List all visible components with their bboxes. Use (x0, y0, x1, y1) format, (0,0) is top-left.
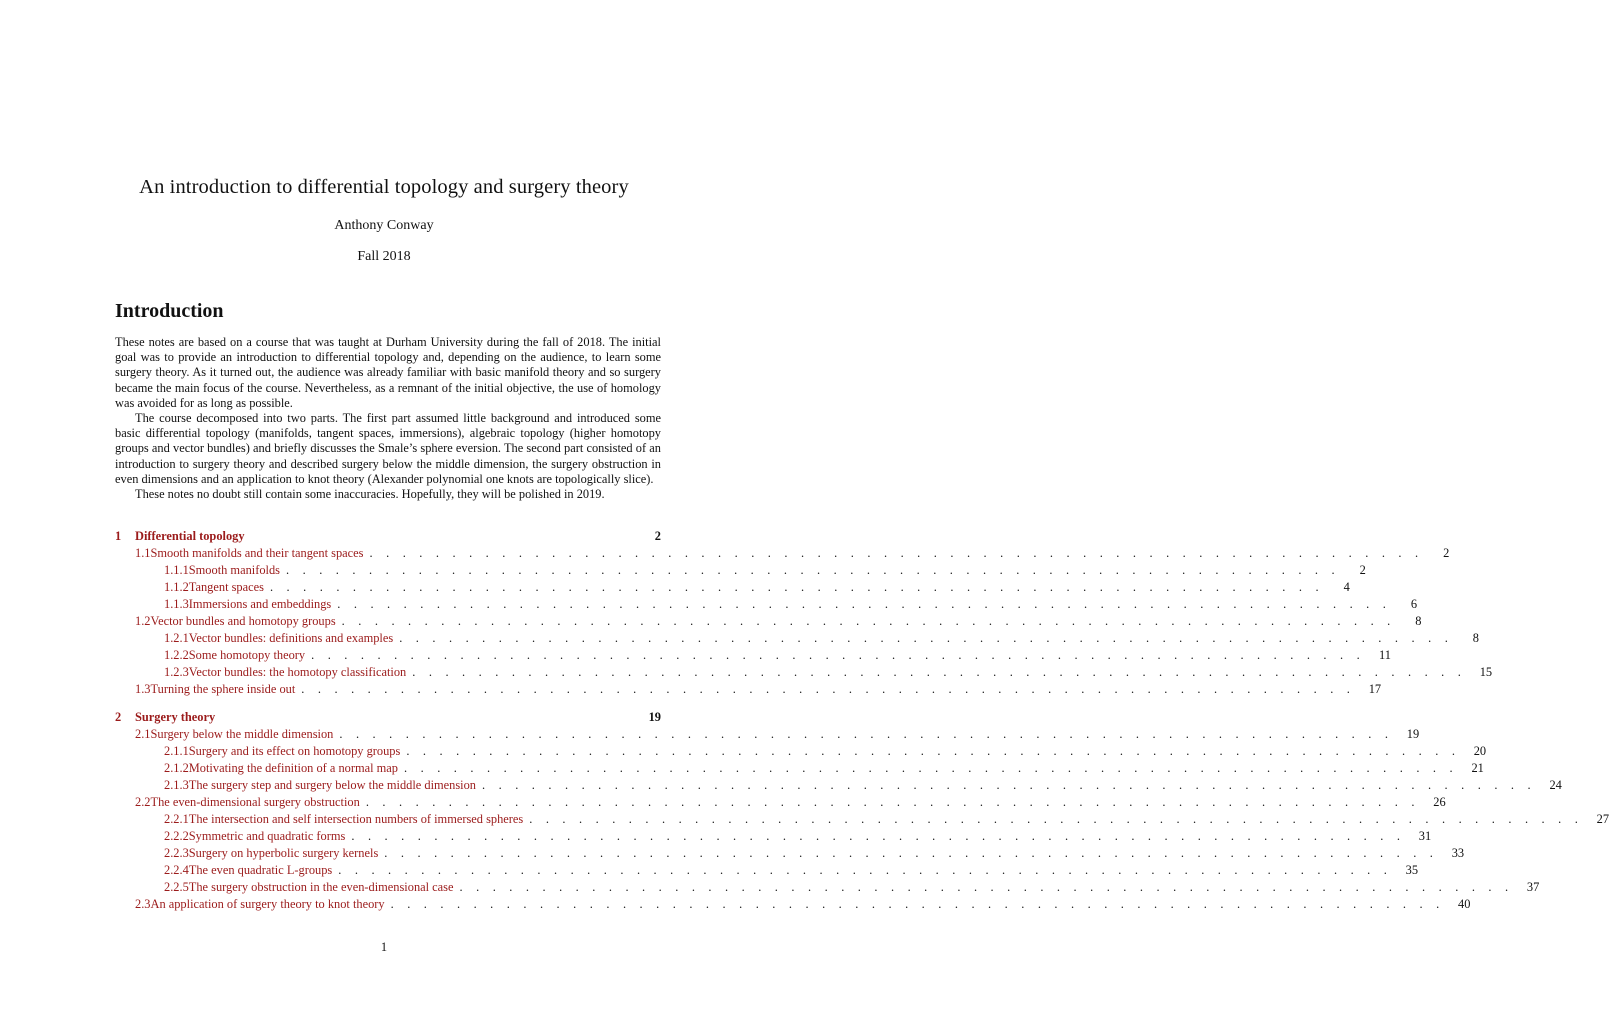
toc-page-number: 20 (1473, 744, 1487, 758)
toc-leader-dots: . . . . . . . . . . . . . . . . . . . . . . . . . . . . . . . . . . . . . . . . . . . . . . . . . . . . . . . . . . . . . . . . (286, 563, 1340, 577)
toc-subsubsection-entry[interactable] (115, 828, 1432, 845)
introduction-heading: Introduction (115, 300, 224, 322)
toc-entry-link[interactable]: The surgery obstruction in the even-dimensional case (188, 880, 454, 894)
toc-entry-link[interactable]: Vector bundles: the homotopy classification (188, 665, 407, 679)
toc-page-number: 33 (1451, 846, 1465, 860)
toc-entry-number[interactable]: 1.1.1 (164, 563, 189, 577)
toc-leader-dots: . . . . . . . . . . . . . . . . . . . . . . . . . . . . . . . . . . . . . . . . . . . . . . . . . . . . . . . . . . . . . . . . (529, 812, 1584, 826)
toc-leader-dots: . . . . . . . . . . . . . . . . . . . . . . . . . . . . . . . . . . . . . . . . . . . . . . . . . . . . . . . . . . . . . . . . (369, 546, 1424, 560)
toc-entry-link[interactable]: Smooth manifolds and their tangent spaces (150, 546, 364, 560)
toc-leader-dots: . . . . . . . . . . . . . . . . . . . . . . . . . . . . . . . . . . . . . . . . . . . . . . . . . . . . . . . . . . . . . . . . (311, 648, 1365, 662)
toc-section-entry[interactable] (115, 709, 661, 726)
toc-entry-link[interactable]: Surgery on hyperbolic surgery kernels (188, 846, 379, 860)
toc-entry-number[interactable]: 2.3 (135, 897, 151, 911)
toc-entry-link[interactable]: An application of surgery theory to knot theory (150, 897, 385, 911)
toc-subsubsection-entry[interactable] (115, 562, 1366, 579)
toc-subsubsection-entry[interactable] (115, 879, 1540, 896)
toc-entry-number[interactable]: 2.1.3 (164, 778, 189, 792)
toc-page-number: 27 (1596, 812, 1609, 826)
toc-entry-number[interactable]: 2.2.5 (164, 880, 189, 894)
intro-paragraph: These notes no doubt still contain some inaccuracies. Hopefully, they will be polished in 2019. (135, 487, 605, 502)
toc-entry-link[interactable]: Smooth manifolds (188, 563, 280, 577)
toc-subsubsection-entry[interactable] (115, 777, 1562, 794)
toc-page-number: 19 (648, 710, 661, 724)
toc-subsubsection-entry[interactable] (115, 630, 1479, 647)
toc-page-number: 6 (1410, 597, 1418, 611)
toc-leader-dots: . . . . . . . . . . . . . . . . . . . . . . . . . . . . . . . . . . . . . . . . . . . . . . . . . . . . . . . . . . . . . . . . (337, 597, 1392, 611)
toc-section-entry[interactable] (115, 528, 661, 545)
toc-subsubsection-entry[interactable] (115, 579, 1350, 596)
toc-entry-number[interactable]: 2.1.1 (164, 744, 189, 758)
toc-entry-number[interactable]: 2.2.1 (164, 812, 189, 826)
toc-page-number: 21 (1471, 761, 1484, 775)
toc-page-number: 15 (1479, 665, 1493, 679)
toc-leader-dots: . . . . . . . . . . . . . . . . . . . . . . . . . . . . . . . . . . . . . . . . . . . . . . . . . . . . . . . . . . . . . . . . (384, 846, 1439, 860)
toc-leader-dots: . . . . . . . . . . . . . . . . . . . . . . . . . . . . . . . . . . . . . . . . . . . . . . . . . . . . . . . . . . . . . . . . (301, 682, 1356, 696)
toc-entry-link[interactable]: Vector bundles and homotopy groups (150, 614, 336, 628)
toc-leader-dots: . . . . . . . . . . . . . . . . . . . . . . . . . . . . . . . . . . . . . . . . . . . . . . . . . . . . . . . . . . . . . . . . (404, 761, 1458, 775)
toc-page-number: 24 (1549, 778, 1562, 792)
toc-entry-number[interactable]: 2.2.3 (164, 846, 189, 860)
toc-entry-number[interactable]: 2 (115, 710, 122, 724)
toc-entry-number[interactable]: 2.2.4 (164, 863, 189, 877)
toc-subsection-entry[interactable] (115, 613, 1422, 630)
table-of-contents (115, 528, 1609, 913)
toc-subsection-entry[interactable] (115, 794, 1446, 811)
toc-entry-link[interactable]: Surgery theory (135, 710, 216, 724)
toc-subsection-entry[interactable] (115, 726, 1420, 743)
toc-entry-number[interactable]: 1.1.2 (164, 580, 189, 594)
toc-leader-dots: . . . . . . . . . . . . . . . . . . . . . . . . . . . . . . . . . . . . . . . . . . . . . . . . . . . . . . . . . . . . . . . . (482, 778, 1536, 792)
document-title: An introduction to differential topology and surgery theory (139, 176, 629, 198)
toc-entry-number[interactable]: 1 (115, 529, 122, 543)
toc-subsubsection-entry[interactable] (115, 664, 1493, 681)
toc-page-number: 37 (1526, 880, 1540, 894)
document-date: Fall 2018 (357, 249, 411, 264)
toc-entry-link[interactable]: Vector bundles: definitions and examples (188, 631, 394, 645)
toc-leader-dots: . . . . . . . . . . . . . . . . . . . . . . . . . . . . . . . . . . . . . . . . . . . . . . . . . . . . . . . . . . . . . . . . (341, 614, 1396, 628)
toc-entry-link[interactable]: Tangent spaces (188, 580, 264, 594)
toc-entry-link[interactable]: Immersions and embeddings (188, 597, 332, 611)
toc-leader-dots: . . . . . . . . . . . . . . . . . . . . . . . . . . . . . . . . . . . . . . . . . . . . . . . . . . . . . . . . . . . . . . . . (339, 727, 1394, 741)
toc-page-number: 19 (1406, 727, 1420, 741)
toc-page-number: 2 (1443, 546, 1450, 560)
toc-page-number: 2 (1359, 563, 1366, 577)
toc-page-number: 31 (1418, 829, 1432, 843)
toc-page-number: 17 (1368, 682, 1382, 696)
toc-subsubsection-entry[interactable] (115, 845, 1465, 862)
toc-subsubsection-entry[interactable] (115, 647, 1391, 664)
toc-entry-number[interactable]: 1.3 (135, 682, 151, 696)
toc-leader-dots: . . . . . . . . . . . . . . . . . . . . . . . . . . . . . . . . . . . . . . . . . . . . . . . . . . . . . . . . . . . . . . . . (269, 580, 1324, 594)
toc-entry-number[interactable]: 1.2.3 (164, 665, 189, 679)
toc-leader-dots: . . . . . . . . . . . . . . . . . . . . . . . . . . . . . . . . . . . . . . . . . . . . . . . . . . . . . . . . . . . . . . . . (399, 631, 1453, 645)
toc-entry-number[interactable]: 1.2.1 (164, 631, 189, 645)
toc-entry-number[interactable]: 1.2.2 (164, 648, 189, 662)
toc-entry-link[interactable]: The even-dimensional surgery obstruction (150, 795, 360, 809)
toc-entry-link[interactable]: The even quadratic L-groups (188, 863, 333, 877)
toc-page-number: 8 (1472, 631, 1479, 645)
toc-subsubsection-entry[interactable] (115, 743, 1487, 760)
document-author: Anthony Conway (334, 218, 434, 233)
toc-entry-number[interactable]: 1.2 (135, 614, 151, 628)
toc-entry-link[interactable]: The intersection and self intersection numbers of immersed spheres (188, 812, 524, 826)
toc-leader-dots: . . . . . . . . . . . . . . . . . . . . . . . . . . . . . . . . . . . . . . . . . . . . . . . . . . . . . . . . . . . . . . . . (338, 863, 1393, 877)
toc-leader-dots: . . . . . . . . . . . . . . . . . . . . . . . . . . . . . . . . . . . . . . . . . . . . . . . . . . . . . . . . . . . . . . . . (365, 795, 1420, 809)
toc-entry-number[interactable]: 2.1 (135, 727, 151, 741)
toc-subsubsection-entry[interactable] (115, 862, 1419, 879)
toc-entry-link[interactable]: Turning the sphere inside out (150, 682, 296, 696)
toc-entry-link[interactable]: The surgery step and surgery below the middle dimension (188, 778, 477, 792)
toc-entry-number[interactable]: 2.2 (135, 795, 151, 809)
toc-entry-link[interactable]: Symmetric and quadratic forms (188, 829, 346, 843)
toc-subsection-entry[interactable] (115, 681, 1382, 698)
toc-entry-link[interactable]: Surgery below the middle dimension (150, 727, 334, 741)
toc-subsection-entry[interactable] (115, 545, 1450, 562)
toc-entry-number[interactable]: 2.2.2 (164, 829, 189, 843)
toc-subsubsection-entry[interactable] (115, 760, 1484, 777)
intro-paragraph: The course decomposed into two parts. The first part assumed little background and introduced some basic differential topology (manifolds, tangent spaces, immersions), algebraic topology (higher homotopy groups and vector bundles) and briefly discusses the Smale’s sphere eversion. The second part consisted of an introduction to surgery theory and described surgery below the middle dimension, the surgery obstruction in even dimensions and an application to knot theory (Alexander polynomial one knots are topologically slice). (115, 411, 661, 486)
toc-entry-number[interactable]: 1.1 (135, 546, 151, 560)
introduction-body (115, 335, 661, 502)
toc-entry-link[interactable]: Some homotopy theory (188, 648, 306, 662)
toc-page-number: 11 (1378, 648, 1391, 662)
toc-page-number: 2 (654, 529, 661, 543)
toc-entry-link[interactable]: Motivating the definition of a normal map (188, 761, 399, 775)
toc-page-number: 35 (1405, 863, 1419, 877)
toc-leader-dots: . . . . . . . . . . . . . . . . . . . . . . . . . . . . . . . . . . . . . . . . . . . . . . . . . . . . . . . . . . . . . . . . (459, 880, 1514, 894)
toc-entry-number[interactable]: 2.1.2 (164, 761, 189, 775)
toc-leader-dots: . . . . . . . . . . . . . . . . . . . . . . . . . . . . . . . . . . . . . . . . . . . . . . . . . . . . . . . . . . . . . . . . (390, 897, 1445, 911)
toc-entry-link[interactable]: Surgery and its effect on homotopy groups (188, 744, 401, 758)
toc-entry-number[interactable]: 1.1.3 (164, 597, 189, 611)
intro-paragraph: These notes are based on a course that was taught at Durham University during the fall of 2018. The initial goal was to provide an introduction to differential topology and, depending on the audience, to learn some surgery theory. As it turned out, the audience was already familiar with basic manifold theory and so surgery became the main focus of the course. Nevertheless, as a remnant of the initial objective, the use of homology was avoided for as long as possible. (115, 335, 661, 410)
toc-page-number: 26 (1433, 795, 1446, 809)
toc-page-number: 40 (1458, 897, 1471, 911)
toc-page-number: 4 (1343, 580, 1350, 594)
page-number: 1 (380, 940, 388, 954)
toc-subsubsection-entry[interactable] (115, 596, 1418, 613)
toc-entry-link[interactable]: Differential topology (135, 529, 245, 543)
toc-leader-dots: . . . . . . . . . . . . . . . . . . . . . . . . . . . . . . . . . . . . . . . . . . . . . . . . . . . . . . . . . . . . . . . . (351, 829, 1406, 843)
toc-subsubsection-entry[interactable] (115, 811, 1609, 828)
toc-subsection-entry[interactable] (115, 896, 1471, 913)
toc-leader-dots: . . . . . . . . . . . . . . . . . . . . . . . . . . . . . . . . . . . . . . . . . . . . . . . . . . . . . . . . . . . . . . . . (412, 665, 1467, 679)
toc-leader-dots: . . . . . . . . . . . . . . . . . . . . . . . . . . . . . . . . . . . . . . . . . . . . . . . . . . . . . . . . . . . . . . . . (406, 744, 1461, 758)
toc-page-number: 8 (1415, 614, 1422, 628)
